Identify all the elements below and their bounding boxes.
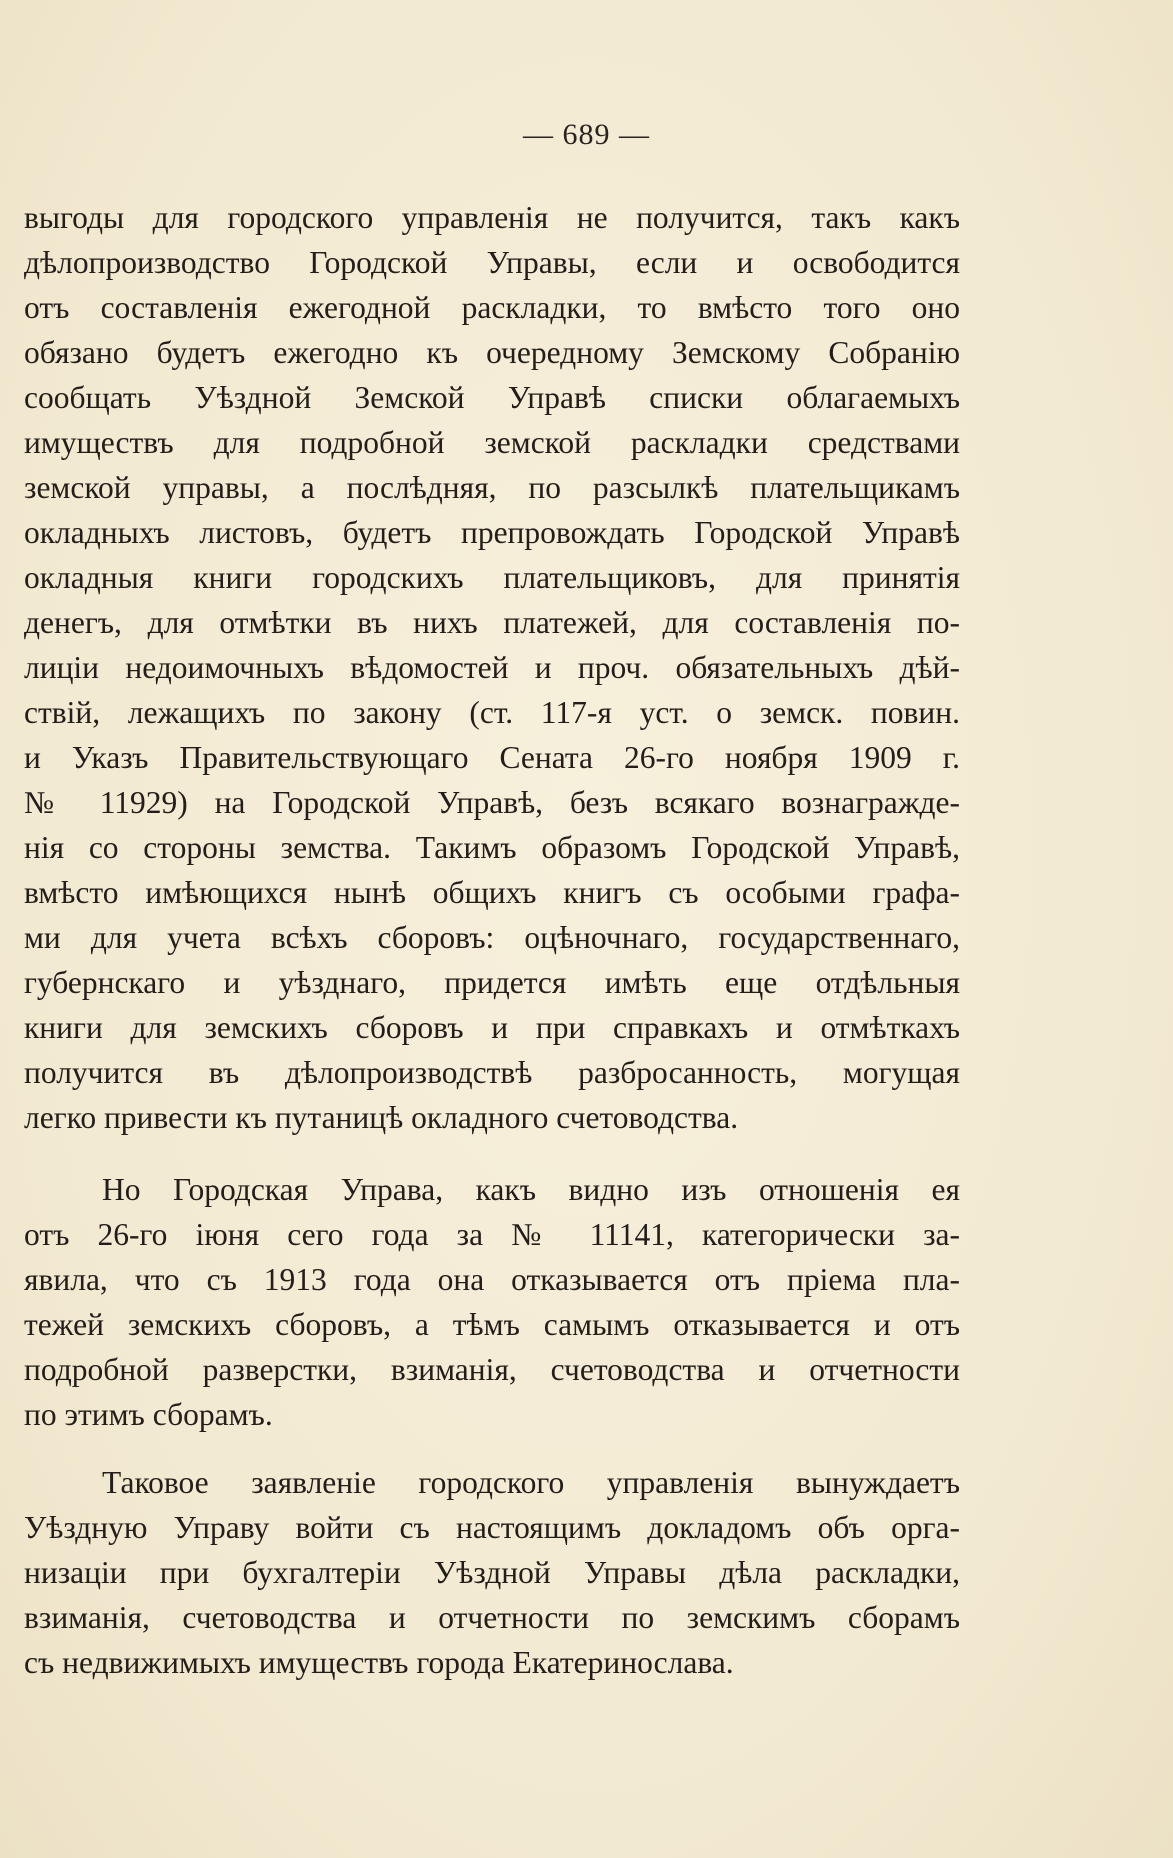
text-line: отъ составленія ежегодной раскладки, то вмѣсто того оно [24,290,960,325]
text-line: Уѣздную Управу войти съ настоящимъ докладомъ объ орга- [24,1510,960,1545]
text-line: получится въ дѣлопроизводствѣ разбросанность, могущая [24,1055,960,1090]
text-line: подробной разверстки, взиманія, счетоводства и отчетности [24,1352,960,1387]
text-line: книги для земскихъ сборовъ и при справкахъ и отмѣткахъ [24,1010,960,1045]
paragraph-2 [24,1167,960,1437]
text-line: имуществъ для подробной земской раскладки средствами [24,425,960,460]
text-line: окладныхъ листовъ, будетъ препровождать Городской Управѣ [24,515,960,550]
paragraph-1 [24,195,960,1140]
text-line: обязано будетъ ежегодно къ очередному Земскому Собранію [24,335,960,370]
text-line: отъ 26-го іюня сего года за № 11141, категорически за- [24,1217,960,1252]
text-line: ми для учета всѣхъ сборовъ: оцѣночнаго, государственнаго, [24,920,960,955]
text-line: и Указъ Правительствующаго Сената 26-го ноября 1909 г. [24,740,960,775]
text-line: легко привести къ путаницѣ окладного счетоводства. [24,1100,739,1135]
text-line: явила, что съ 1913 года она отказывается отъ пріема пла- [24,1262,960,1297]
text-line: денегъ, для отмѣтки въ нихъ платежей, для составленія по- [24,605,960,640]
text-line: выгоды для городского управленія не получится, такъ какъ [24,200,960,235]
page-number: — 689 — [523,118,650,151]
text-line: сообщать Уѣздной Земской Управѣ списки облагаемыхъ [24,380,960,415]
text-line: Но Городская Управа, какъ видно изъ отношенія ея [102,1172,960,1207]
text-line: низаціи при бухгалтеріи Уѣздной Управы дѣла раскладки, [24,1555,960,1590]
paragraph-3 [24,1460,960,1685]
text-line: тежей земскихъ сборовъ, а тѣмъ самымъ отказывается и отъ [24,1307,960,1342]
text-line: нія со стороны земства. Такимъ образомъ Городской Управѣ, [24,830,960,865]
text-line: губернскаго и уѣзднаго, придется имѣть еще отдѣльныя [24,965,960,1000]
text-line: по этимъ сборамъ. [24,1397,273,1432]
text-line: Таковое заявленіе городского управленія вынуждаетъ [102,1465,960,1500]
text-line: съ недвижимыхъ имуществъ города Екатеринослава. [24,1645,734,1680]
text-line: земской управы, а послѣдняя, по разсылкѣ плательщикамъ [24,470,960,505]
text-line: ствій, лежащихъ по закону (ст. 117-я уст. о земск. повин. [24,695,960,730]
text-line: дѣлопроизводство Городской Управы, если и освободится [24,245,960,280]
text-line: взиманія, счетоводства и отчетности по земскимъ сборамъ [24,1600,960,1635]
text-line: окладныя книги городскихъ плательщиковъ, для принятія [24,560,960,595]
text-line: лиціи недоимочныхъ вѣдомостей и проч. обязательныхъ дѣй- [24,650,960,685]
text-line: № 11929) на Городской Управѣ, безъ всякаго вознагражде- [24,785,960,820]
text-line: вмѣсто имѣющихся нынѣ общихъ книгъ съ особыми графа- [24,875,960,910]
